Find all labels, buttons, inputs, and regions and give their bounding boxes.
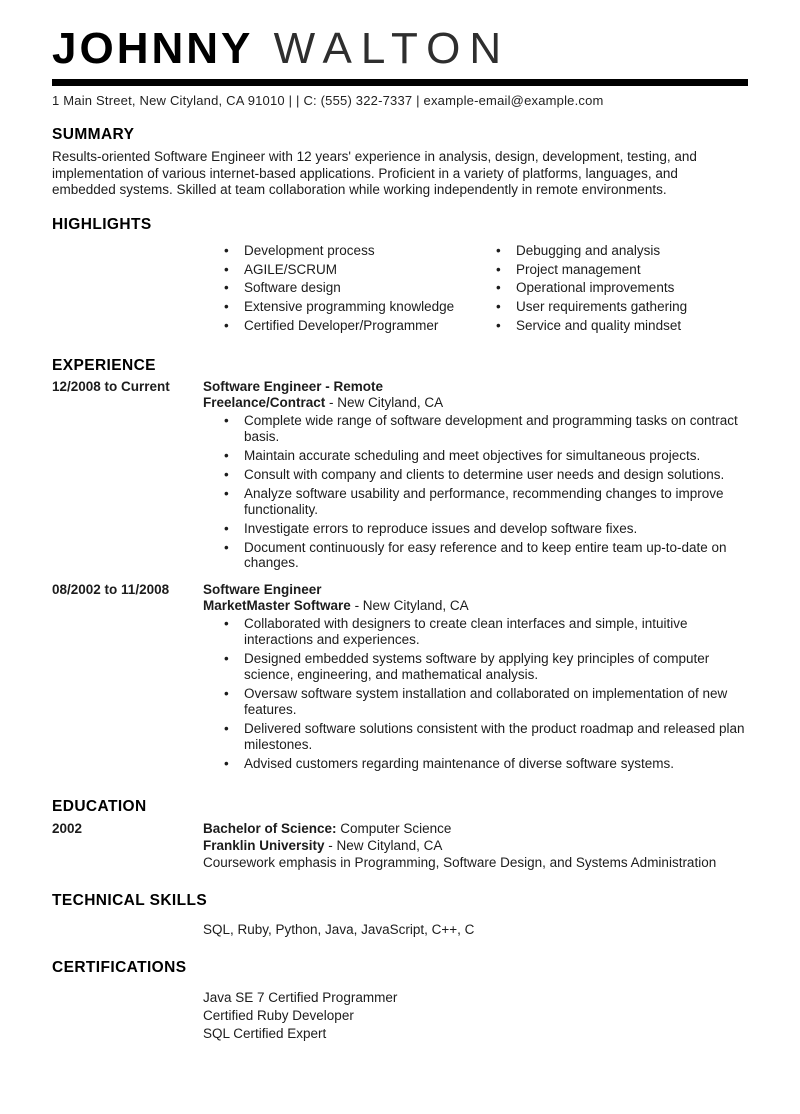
job-bullet: • Designed embedded systems software by applying key principles of computer science, engineering, and mathematical analysis. bbox=[203, 651, 748, 683]
education-year: 2002 bbox=[52, 821, 83, 837]
last-name: WALTON bbox=[273, 24, 511, 73]
job-bullet: • Complete wide range of software development and programming tasks on contract basis. bbox=[203, 413, 748, 445]
job-bullet: • Delivered software solutions consistent with the product roadmap and released plan milestones. bbox=[203, 721, 748, 753]
job-bullet: • Analyze software usability and performance, recommending changes to improve functionality. bbox=[203, 486, 748, 518]
technical-skills-section bbox=[52, 892, 748, 939]
job-content bbox=[203, 582, 748, 774]
job-dates: 08/2002 to 11/2008 bbox=[52, 582, 170, 598]
job-company-line bbox=[203, 598, 748, 614]
job-content bbox=[203, 379, 748, 574]
highlight-item: • Operational improvements bbox=[492, 280, 748, 296]
education-section bbox=[52, 798, 748, 872]
certification-item: Certified Ruby Developer bbox=[203, 1007, 354, 1023]
header-divider bbox=[52, 79, 748, 86]
job-title: Software Engineer bbox=[203, 582, 322, 598]
summary-heading: SUMMARY bbox=[52, 126, 135, 144]
job-bullet-list bbox=[203, 413, 748, 571]
technical-skills-list: SQL, Ruby, Python, Java, JavaScript, C++, C bbox=[203, 922, 475, 938]
highlight-item: • Debugging and analysis bbox=[492, 243, 748, 259]
highlight-item: • Extensive programming knowledge bbox=[220, 299, 492, 315]
job-bullet: • Collaborated with designers to create clean interfaces and simple, intuitive interactions and experiences. bbox=[203, 616, 748, 648]
highlight-item: • AGILE/SCRUM bbox=[220, 262, 492, 278]
highlights-column-1 bbox=[220, 243, 492, 338]
experience-heading: EXPERIENCE bbox=[52, 357, 156, 375]
education-entry bbox=[52, 821, 748, 872]
certifications-section bbox=[52, 959, 748, 1043]
job-bullet: • Document continuously for easy reference and to keep entire team up-to-date on changes. bbox=[203, 540, 748, 572]
highlight-item: • Software design bbox=[220, 280, 492, 296]
technical-skills-heading: TECHNICAL SKILLS bbox=[52, 892, 208, 910]
certification-item: SQL Certified Expert bbox=[203, 1025, 327, 1041]
job-bullet: • Maintain accurate scheduling and meet objectives for simultaneous projects. bbox=[203, 448, 748, 464]
degree-field: Computer Science bbox=[336, 821, 452, 837]
job-entry bbox=[52, 379, 748, 574]
job-bullet: • Oversaw software system installation and collaborated on implementation of new features. bbox=[203, 686, 748, 718]
job-location: - New Cityland, CA bbox=[325, 395, 444, 411]
resume-header bbox=[52, 26, 748, 108]
name-title bbox=[52, 26, 748, 72]
job-dates: 12/2008 to Current bbox=[52, 379, 170, 395]
highlight-item: • Development process bbox=[220, 243, 492, 259]
job-bullet: • Investigate errors to reproduce issues and develop software fixes. bbox=[203, 521, 748, 537]
job-bullet: • Consult with company and clients to determine user needs and design solutions. bbox=[203, 467, 748, 483]
experience-section bbox=[52, 357, 748, 774]
education-heading: EDUCATION bbox=[52, 798, 147, 816]
highlights-section bbox=[52, 216, 748, 338]
certification-item: Java SE 7 Certified Programmer bbox=[203, 989, 398, 1005]
job-bullet: • Advised customers regarding maintenance of diverse software systems. bbox=[203, 756, 748, 772]
job-company-line bbox=[203, 395, 748, 411]
education-school-line bbox=[203, 838, 748, 855]
job-location: - New Cityland, CA bbox=[350, 598, 469, 614]
education-degree-line bbox=[203, 821, 748, 838]
degree-label: Bachelor of Science: bbox=[203, 821, 337, 837]
education-coursework: Coursework emphasis in Programming, Software Design, and Systems Administration bbox=[203, 855, 717, 871]
job-company: Freelance/Contract bbox=[203, 395, 326, 411]
school-name: Franklin University bbox=[203, 838, 325, 854]
highlight-item: • Service and quality mindset bbox=[492, 318, 748, 334]
highlight-item: • Project management bbox=[492, 262, 748, 278]
job-title: Software Engineer - Remote bbox=[203, 379, 384, 395]
summary-text: Results-oriented Software Engineer with 12 years' experience in analysis, design, development, testing, and implementation of various internet-based applications. Proficient in a variety of platforms, languages, and embedded systems. Skilled at team collaboration while working independently in remote environments. bbox=[52, 149, 697, 198]
job-company: MarketMaster Software bbox=[203, 598, 351, 614]
job-entry bbox=[52, 582, 748, 774]
contact-line: 1 Main Street, New Cityland, CA 91010 | | C: (555) 322-7337 | example-email@example.com bbox=[52, 93, 604, 109]
summary-section bbox=[52, 126, 748, 198]
job-bullet-list bbox=[203, 616, 748, 771]
highlights-heading: HIGHLIGHTS bbox=[52, 215, 152, 233]
education-content bbox=[203, 821, 748, 872]
first-name: JOHNNY bbox=[52, 24, 254, 73]
highlights-columns bbox=[220, 243, 748, 338]
highlight-item: • Certified Developer/Programmer bbox=[220, 318, 492, 334]
school-location: - New Cityland, CA bbox=[324, 838, 443, 854]
highlights-column-2 bbox=[492, 243, 748, 338]
certifications-heading: CERTIFICATIONS bbox=[52, 958, 187, 976]
highlight-item: • User requirements gathering bbox=[492, 299, 748, 315]
